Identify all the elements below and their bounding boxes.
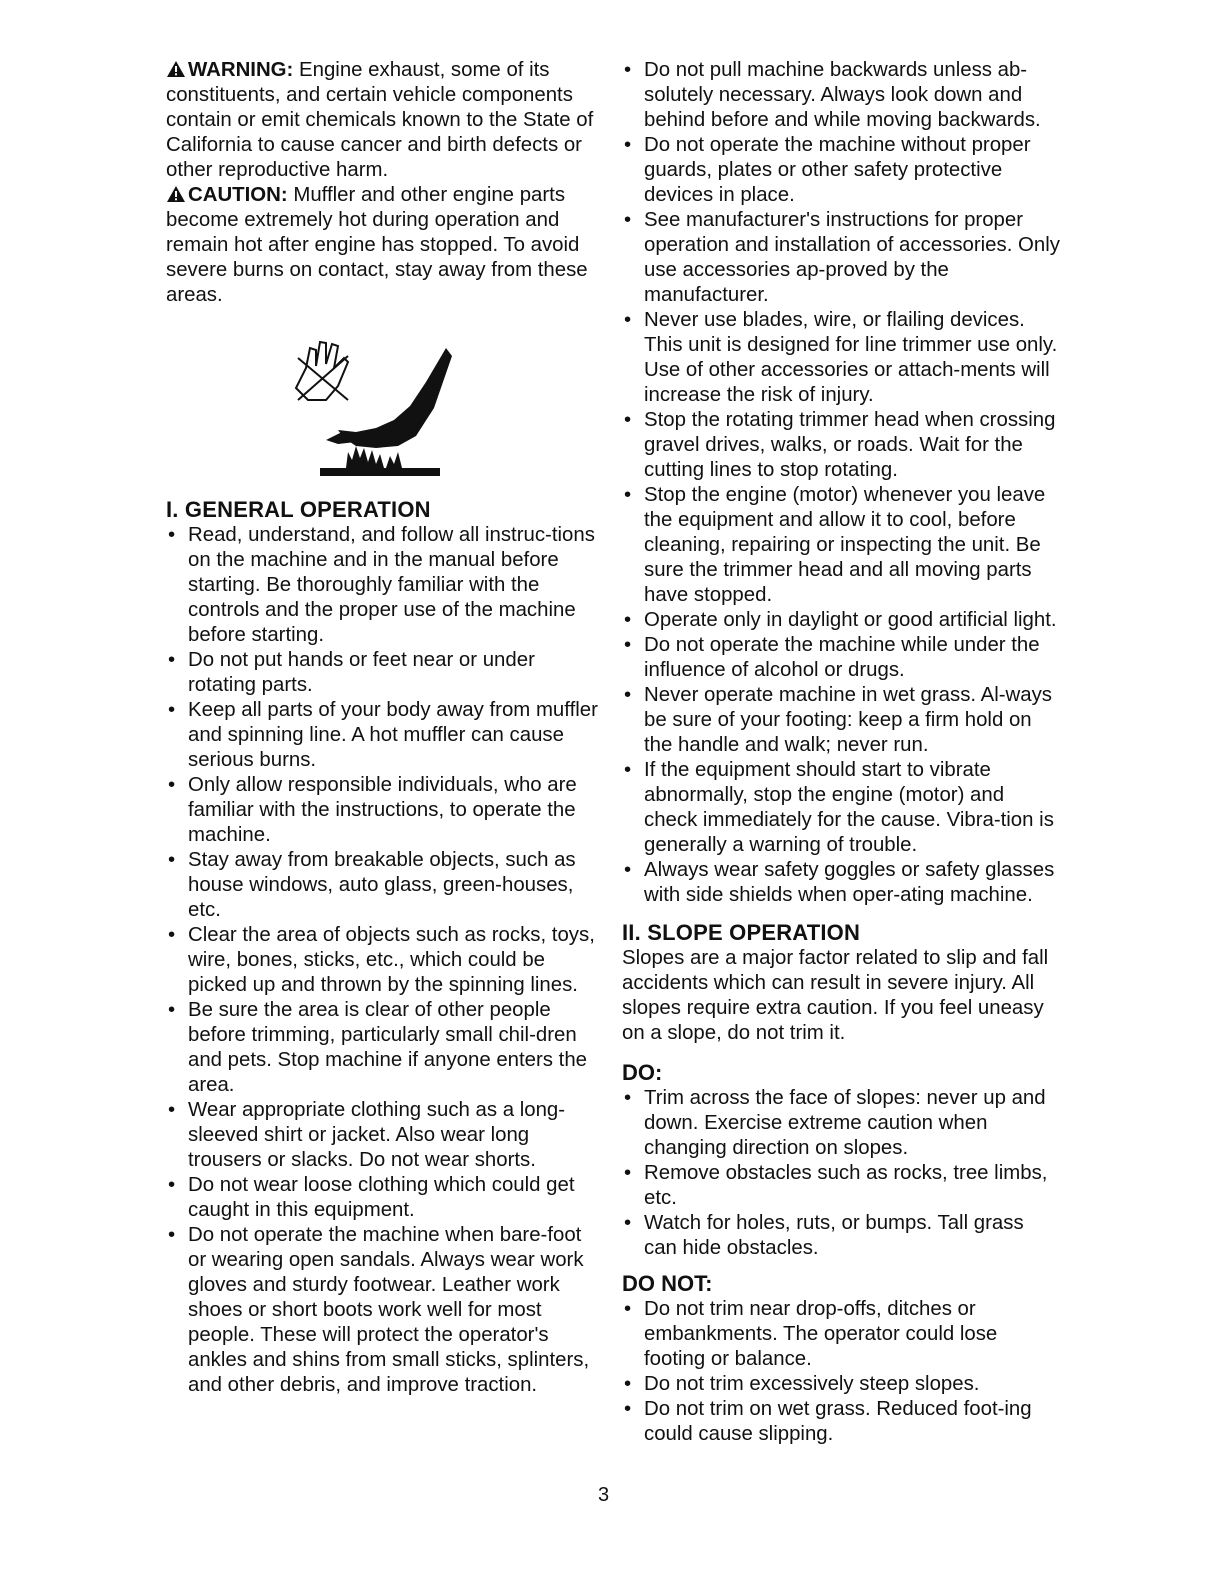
list-item: • Do not trim near drop-offs, ditches or embankments. The operator could lose footing or balance. [622, 1297, 1062, 1372]
warning-paragraph [166, 58, 598, 183]
slope-intro: Slopes are a major factor related to slip and fall accidents which can result in severe injury. All slopes require extra caution. If you feel uneasy on a slope, do not trim it. [622, 947, 1049, 1044]
list-item: • Never operate machine in wet grass. Al-ways be sure of your footing: keep a firm hold on the handle and walk; never run. [622, 683, 1062, 758]
list-item: • Do not wear loose clothing which could get caught in this equipment. [166, 1173, 598, 1223]
list-item: • Operate only in daylight or good artificial light. [622, 608, 1062, 633]
list-item: • Do not trim on wet grass. Reduced foot-ing could cause slipping. [622, 1397, 1062, 1447]
hot-surface-hand-icon [286, 328, 456, 478]
list-item: • Never use blades, wire, or flailing devices. This unit is designed for line trimmer use only. Use of other accessories or attach-ments will increase the risk of injury. [622, 308, 1062, 408]
list-item: • Do not pull machine backwards unless ab-solutely necessary. Always look down and behind before and while moving backwards. [622, 58, 1062, 133]
list-item: • Do not put hands or feet near or under rotating parts. [166, 648, 598, 698]
list-item: • Clear the area of objects such as rocks, toys, wire, bones, sticks, etc., which could be picked up and thrown by the spinning lines. [166, 923, 598, 998]
page-number: 3 [598, 1484, 610, 1506]
list-item: • Always wear safety goggles or safety glasses with side shields when oper-ating machine. [622, 858, 1062, 908]
do-not-list [622, 1297, 1062, 1447]
list-item: • Stop the rotating trimmer head when crossing gravel drives, walks, or roads. Wait for the cutting lines to stop rotating. [622, 408, 1062, 483]
caution-paragraph [166, 183, 598, 308]
right-column [622, 58, 1062, 1447]
list-item: • See manufacturer's instructions for proper operation and installation of accessories. Only use accessories ap-proved by the manufacturer. [622, 208, 1062, 308]
general-operation-list [166, 523, 598, 1398]
list-item: • Remove obstacles such as rocks, tree limbs, etc. [622, 1161, 1062, 1211]
list-item: • Read, understand, and follow all instruc-tions on the machine and in the manual before starting. Be thoroughly familiar with the controls and the proper use of the machine before starting. [166, 523, 598, 648]
list-item: • Stay away from breakable objects, such as house windows, auto glass, green-houses, etc. [166, 848, 598, 923]
list-item: • Only allow responsible individuals, who are familiar with the instructions, to operate the machine. [166, 773, 598, 848]
caution-label: CAUTION: [188, 184, 288, 206]
list-item: • Do not operate the machine without proper guards, plates or other safety protective devices in place. [622, 133, 1062, 208]
list-item: • Do not operate the machine while under the influence of alcohol or drugs. [622, 633, 1062, 683]
do-heading: DO: [622, 1060, 663, 1085]
list-item: • Do not operate the machine when bare-foot or wearing open sandals. Always wear work gloves and sturdy footwear. Leather work shoes or short boots work well for most people. These will protect the operator's ankles and shins from small sticks, splinters, and other debris, and improve traction. [166, 1223, 598, 1398]
warning-label: WARNING: [188, 59, 294, 81]
list-item: • If the equipment should start to vibrate abnormally, stop the engine (motor) and check immediately for the cause. Vibra-tion is generally a warning of trouble. [622, 758, 1062, 858]
list-item: • Trim across the face of slopes: never up and down. Exercise extreme caution when changing direction on slopes. [622, 1086, 1062, 1161]
slope-operation-heading: II. SLOPE OPERATION [622, 920, 861, 945]
list-item: • Stop the engine (motor) whenever you leave the equipment and allow it to cool, before cleaning, repairing or inspecting the unit. Be sure the trimmer head and all moving parts have stopped. [622, 483, 1062, 608]
list-item: • Watch for holes, ruts, or bumps. Tall grass can hide obstacles. [622, 1211, 1062, 1261]
list-item: • Wear appropriate clothing such as a long-sleeved shirt or jacket. Also wear long trousers or slacks. Do not wear shorts. [166, 1098, 598, 1173]
do-list [622, 1086, 1062, 1261]
warning-triangle-icon [166, 60, 186, 78]
caution-text: Muffler and other engine parts become extremely hot during operation and remain hot after engine has stopped. To avoid severe burns on contact, stay away from these areas. [166, 184, 588, 306]
general-operation-continued-list [622, 58, 1062, 908]
do-not-heading: DO NOT: [622, 1271, 713, 1296]
list-item: • Keep all parts of your body away from muffler and spinning line. A hot muffler can cause serious burns. [166, 698, 598, 773]
list-item: • Be sure the area is clear of other people before trimming, particularly small chil-dren and pets. Stop machine if anyone enters the area. [166, 998, 598, 1098]
list-item: • Do not trim excessively steep slopes. [622, 1372, 1062, 1397]
caution-triangle-icon [166, 185, 186, 203]
general-operation-heading: I. GENERAL OPERATION [166, 497, 431, 522]
warning-text: Engine exhaust, some of its constituents, and certain vehicle components contain or emit chemicals known to the State of California to cause cancer and birth defects or other reproductive harm. [166, 59, 594, 181]
left-column [166, 58, 598, 1398]
